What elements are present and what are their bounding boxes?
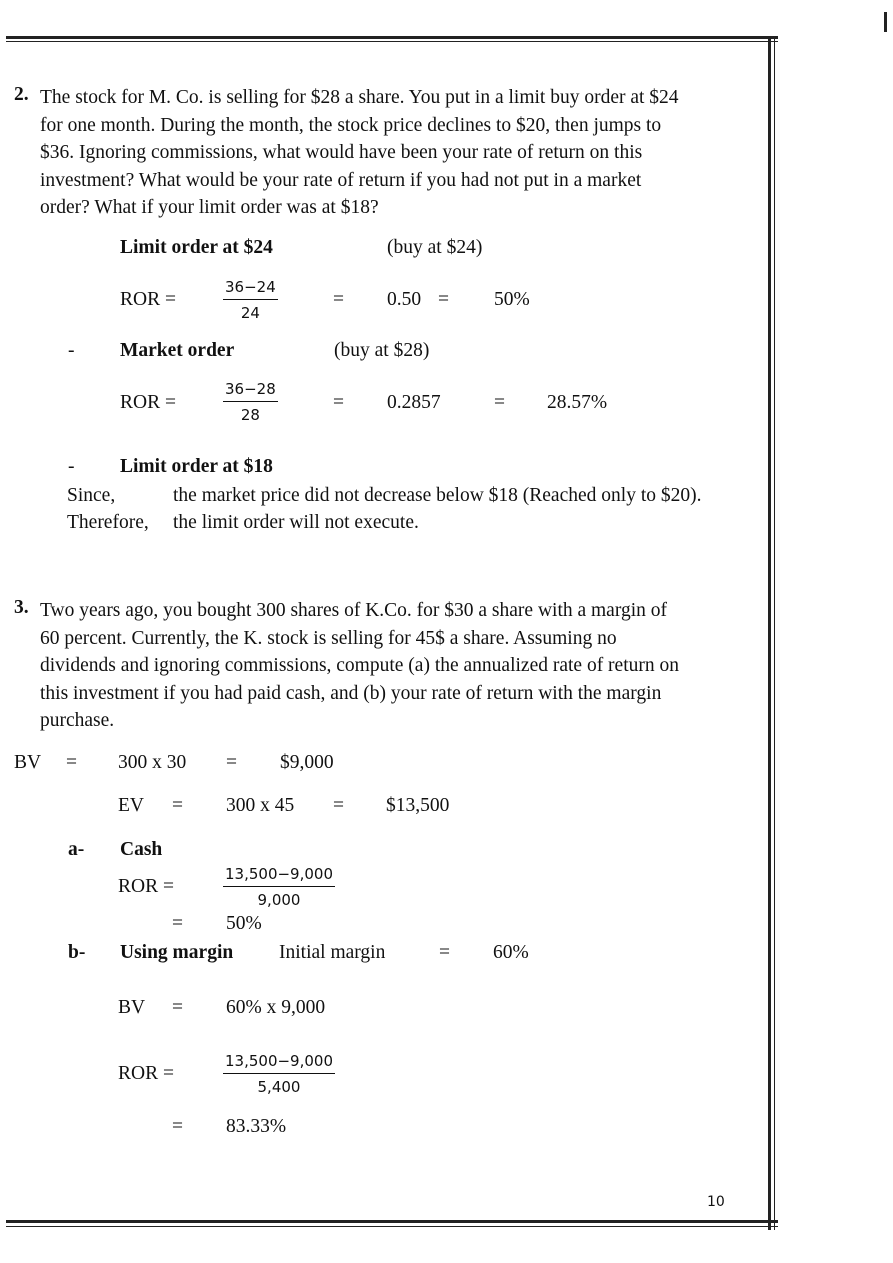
right-rule-thin xyxy=(774,36,775,1230)
limit24-value: 0.50 xyxy=(387,289,422,310)
therefore-label: Therefore, xyxy=(67,512,149,533)
part-b-ror-label: ROR = xyxy=(118,1063,174,1084)
initial-margin-label: Initial margin xyxy=(279,942,386,963)
ev-eq2: = xyxy=(333,795,344,816)
q3-line: 60 percent. Currently, the K. stock is selling for 45$ a share. Assuming no xyxy=(40,627,617,649)
market-ror-label: ROR = xyxy=(120,392,176,413)
q2-question-text xyxy=(40,84,679,222)
limit24-note: (buy at $24) xyxy=(387,237,483,258)
part-b-eq2: = xyxy=(172,1116,183,1137)
part-b-numerator: 13,500−9,000 xyxy=(223,1052,335,1074)
top-rule-thin xyxy=(6,41,778,42)
top-rule xyxy=(6,36,778,39)
market-eq1: = xyxy=(333,392,344,413)
bv-label: BV xyxy=(14,752,42,773)
ev-expr: 300 x 45 xyxy=(226,795,295,816)
part-a-heading: Cash xyxy=(120,839,163,860)
limit24-denominator: 24 xyxy=(240,304,260,322)
market-value: 0.2857 xyxy=(387,392,441,413)
limit24-eq2: = xyxy=(438,289,449,310)
ev-eq: = xyxy=(172,795,183,816)
q3-line: this investment if you had paid cash, and (b) your rate of return with the margin xyxy=(40,682,662,704)
q2-line: investment? What would be your rate of return if you had not put in a market xyxy=(40,169,642,191)
limit24-heading: Limit order at $24 xyxy=(120,237,273,258)
bottom-rule-thin xyxy=(6,1226,778,1227)
q3-number: 3. xyxy=(14,597,29,618)
q2-line: order? What if your limit order was at $18? xyxy=(40,197,379,218)
since-text: the market price did not decrease below $18 (Reached only to $20). xyxy=(173,485,702,506)
market-percent: 28.57% xyxy=(547,392,608,413)
page-number: 10 xyxy=(707,1194,725,1210)
part-b-bv-label: BV xyxy=(118,997,146,1018)
part-a-ror-label: ROR = xyxy=(118,876,174,897)
limit18-heading: Limit order at $18 xyxy=(120,456,273,477)
q3-line: dividends and ignoring commissions, compute (a) the annualized rate of return on xyxy=(40,655,679,676)
part-b-label: b- xyxy=(68,942,86,963)
q3-question-text xyxy=(40,597,679,735)
q2-line: The stock for M. Co. is selling for $28 a share. You put in a limit buy order at $24 xyxy=(40,87,679,108)
part-a-numerator: 13,500−9,000 xyxy=(223,865,335,887)
limit24-ror-label: ROR = xyxy=(120,289,176,310)
q2-line: for one month. During the month, the stock price declines to $20, then jumps to xyxy=(40,114,662,136)
q3-line: Two years ago, you bought 300 shares of K.Co. for $30 a share with a margin of xyxy=(40,600,668,621)
limit24-numerator: 36−24 xyxy=(223,278,278,300)
right-rule xyxy=(768,36,771,1230)
limit24-eq1: = xyxy=(333,289,344,310)
bv-eq: = xyxy=(66,752,77,773)
market-denominator: 28 xyxy=(240,406,260,424)
part-b-result: 83.33% xyxy=(226,1116,287,1137)
part-b-denominator: 5,400 xyxy=(257,1078,301,1096)
market-eq2: = xyxy=(494,392,505,413)
market-fraction xyxy=(223,380,278,424)
since-label: Since, xyxy=(67,485,116,506)
part-a-result: 50% xyxy=(226,913,262,934)
part-a-label: a- xyxy=(68,839,85,860)
part-b-bv-eq: = xyxy=(172,997,183,1018)
limit24-percent: 50% xyxy=(494,289,530,310)
bv-value: $9,000 xyxy=(280,752,334,773)
part-a-denominator: 9,000 xyxy=(257,891,301,909)
ev-label: EV xyxy=(118,795,144,816)
q2-number: 2. xyxy=(14,84,29,105)
part-a-fraction xyxy=(223,865,335,909)
part-b-bv-expr: 60% x 9,000 xyxy=(226,997,326,1018)
part-b-heading: Using margin xyxy=(120,942,234,963)
bv-expr: 300 x 30 xyxy=(118,752,187,773)
edge-mark xyxy=(884,12,887,32)
bv-eq2: = xyxy=(226,752,237,773)
market-numerator: 36−28 xyxy=(223,380,278,402)
ev-value: $13,500 xyxy=(386,795,450,816)
initial-margin-value: 60% xyxy=(493,942,529,963)
part-a-eq: = xyxy=(172,913,183,934)
therefore-text: the limit order will not execute. xyxy=(173,512,419,533)
market-dash: - xyxy=(68,340,75,361)
market-note: (buy at $28) xyxy=(334,340,430,361)
initial-margin-eq: = xyxy=(439,942,450,963)
q2-line: $36. Ignoring commissions, what would have been your rate of return on this xyxy=(40,142,643,163)
limit18-dash: - xyxy=(68,456,75,477)
bottom-rule xyxy=(6,1220,778,1223)
market-heading: Market order xyxy=(120,340,235,361)
q3-line: purchase. xyxy=(40,710,115,731)
limit24-fraction xyxy=(223,278,278,322)
part-b-fraction xyxy=(223,1052,335,1096)
